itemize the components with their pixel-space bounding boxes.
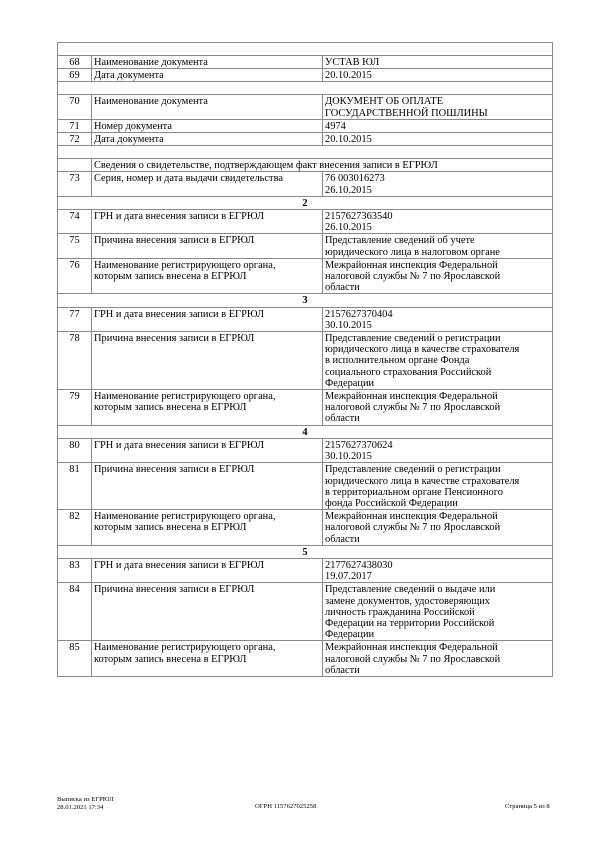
- row-number: 84: [58, 583, 92, 641]
- row-number: 72: [58, 133, 92, 146]
- row-number: 70: [58, 95, 92, 119]
- blank-row: [58, 43, 553, 56]
- footer-timestamp: 28.01.2021 17:34: [57, 803, 104, 811]
- table-row: [58, 210, 553, 234]
- group-number: 3: [58, 294, 553, 307]
- row-label: Причина внесения записи в ЕГРЮЛ: [92, 583, 323, 641]
- row-number: 83: [58, 558, 92, 582]
- table-row: [58, 133, 553, 146]
- row-value: Представление сведений о регистрации юридического лица в качестве страхователя в территориальном органе Пенсионного фонда Российской Федерации: [323, 463, 553, 510]
- row-label: Наименование регистрирующего органа, которым запись внесена в ЕГРЮЛ: [92, 510, 323, 546]
- row-number: 79: [58, 390, 92, 426]
- row-number: 69: [58, 69, 92, 82]
- blank-cell: [58, 43, 553, 56]
- section-header-row: [58, 159, 553, 172]
- group-number: 2: [58, 196, 553, 209]
- row-value: 4974: [323, 119, 553, 132]
- row-label: ГРН и дата внесения записи в ЕГРЮЛ: [92, 438, 323, 462]
- blank-row: [58, 146, 553, 159]
- table-row: [58, 234, 553, 258]
- row-value: Межрайонная инспекция Федеральной налоговой службы № 7 по Ярославской области: [323, 390, 553, 426]
- table-row: [58, 172, 553, 196]
- row-label: Причина внесения записи в ЕГРЮЛ: [92, 463, 323, 510]
- row-value: Межрайонная инспекция Федеральной налоговой службы № 7 по Ярославской области: [323, 510, 553, 546]
- blank-cell: [58, 146, 553, 159]
- row-label: Наименование регистрирующего органа, которым запись внесена в ЕГРЮЛ: [92, 258, 323, 294]
- row-value: 2157627370624 30.10.2015: [323, 438, 553, 462]
- group-header-row: [58, 196, 553, 209]
- row-label: Наименование регистрирующего органа, которым запись внесена в ЕГРЮЛ: [92, 390, 323, 426]
- row-label: Причина внесения записи в ЕГРЮЛ: [92, 234, 323, 258]
- group-header-row: [58, 425, 553, 438]
- row-label: Наименование документа: [92, 56, 323, 69]
- section-title: Сведения о свидетельстве, подтверждающем факт внесения записи в ЕГРЮЛ: [92, 159, 553, 172]
- table-body: [58, 43, 553, 677]
- row-number: 81: [58, 463, 92, 510]
- row-number: 71: [58, 119, 92, 132]
- row-label: ГРН и дата внесения записи в ЕГРЮЛ: [92, 210, 323, 234]
- row-value: Межрайонная инспекция Федеральной налоговой службы № 7 по Ярославской области: [323, 258, 553, 294]
- row-value: Межрайонная инспекция Федеральной налоговой службы № 7 по Ярославской области: [323, 641, 553, 677]
- table-row: [58, 119, 553, 132]
- row-value: 2157627363540 26.10.2015: [323, 210, 553, 234]
- table-row: [58, 438, 553, 462]
- row-number: 74: [58, 210, 92, 234]
- table-row: [58, 69, 553, 82]
- row-label: Номер документа: [92, 119, 323, 132]
- row-label: Наименование регистрирующего органа, которым запись внесена в ЕГРЮЛ: [92, 641, 323, 677]
- row-label: Наименование документа: [92, 95, 323, 119]
- row-value: 20.10.2015: [323, 133, 553, 146]
- table-row: [58, 558, 553, 582]
- row-value: 2177627438030 19.07.2017: [323, 558, 553, 582]
- footer-doc-title: Выписка из ЕГРЮЛ: [57, 796, 114, 803]
- row-number: 77: [58, 307, 92, 331]
- row-label: ГРН и дата внесения записи в ЕГРЮЛ: [92, 307, 323, 331]
- blank-row: [58, 82, 553, 95]
- group-header-row: [58, 294, 553, 307]
- footer-ogrn: ОГРН 1157627025258: [255, 803, 317, 810]
- row-label: Дата документа: [92, 133, 323, 146]
- section-spacer-cell: [58, 159, 92, 172]
- footer-page-number: Страница 5 из 8: [505, 803, 550, 810]
- group-header-row: [58, 545, 553, 558]
- row-label: ГРН и дата внесения записи в ЕГРЮЛ: [92, 558, 323, 582]
- row-value: 20.10.2015: [323, 69, 553, 82]
- blank-cell: [58, 82, 553, 95]
- row-value: ДОКУМЕНТ ОБ ОПЛАТЕ ГОСУДАРСТВЕННОЙ ПОШЛИНЫ: [323, 95, 553, 119]
- table-row: [58, 463, 553, 510]
- row-label: Причина внесения записи в ЕГРЮЛ: [92, 332, 323, 390]
- row-value: Представление сведений о регистрации юридического лица в качестве страхователя в исполнительном органе Фонда социального страхования Российской Федерации: [323, 332, 553, 390]
- row-number: 80: [58, 438, 92, 462]
- row-number: 78: [58, 332, 92, 390]
- table-row: [58, 583, 553, 641]
- table-row: [58, 641, 553, 677]
- table-row: [58, 56, 553, 69]
- table-row: [58, 95, 553, 119]
- row-value: УСТАВ ЮЛ: [323, 56, 553, 69]
- footer-document-info: [57, 796, 114, 811]
- table-row: [58, 307, 553, 331]
- row-value: 2157627370404 30.10.2015: [323, 307, 553, 331]
- row-number: 85: [58, 641, 92, 677]
- row-number: 82: [58, 510, 92, 546]
- row-number: 75: [58, 234, 92, 258]
- row-value: Представление сведений о выдаче или замене документов, удостоверяющих личность гражданина Российской Федерации на территории Российской Федерации: [323, 583, 553, 641]
- table-row: [58, 390, 553, 426]
- row-value: Представление сведений об учете юридического лица в налоговом органе: [323, 234, 553, 258]
- row-number: 76: [58, 258, 92, 294]
- row-number: 68: [58, 56, 92, 69]
- row-value: 76 003016273 26.10.2015: [323, 172, 553, 196]
- row-label: Дата документа: [92, 69, 323, 82]
- group-number: 4: [58, 425, 553, 438]
- group-number: 5: [58, 545, 553, 558]
- row-number: 73: [58, 172, 92, 196]
- row-label: Серия, номер и дата выдачи свидетельства: [92, 172, 323, 196]
- egrul-extract-table: [57, 42, 553, 677]
- table-row: [58, 258, 553, 294]
- table-row: [58, 332, 553, 390]
- table-row: [58, 510, 553, 546]
